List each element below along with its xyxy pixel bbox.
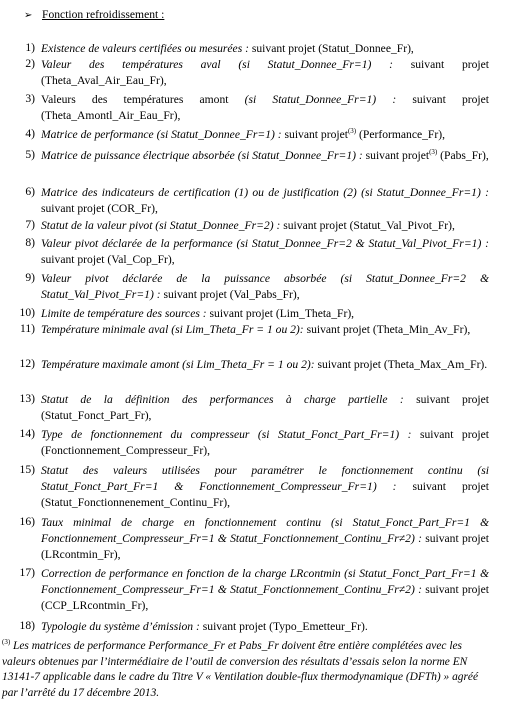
list-item-italic-text: Température minimale aval (si Lim_Theta_Fr = 1 ou 2): [41,323,304,336]
section-heading-text: Fonction refroidissement : [42,8,165,21]
list-item-plain-text: suivant projet (Val_Cop_Fr), [41,253,175,266]
list-item-italic-text: (si Statut_Donnee_Fr=1) : [244,93,397,106]
list-item-plain-text: (Performance_Fr), [356,128,445,141]
section-heading [24,8,164,21]
list-item-number: 8) [25,236,35,249]
list-item-number: 5) [25,148,35,161]
list-item-plain-text: suivant projet (Fonctionnement_Compresseur_Fr), [41,428,489,457]
list-item-number: 11) [19,322,35,335]
list-item-text [41,148,489,164]
list-item-number: 17) [19,566,35,579]
list-item-plain-text: suivant projet (COR_Fr), [41,202,158,215]
list-item-plain-text: suivant projet (Val_Pabs_Fr), [160,288,300,301]
list-item-text [41,271,489,303]
list-item-text [41,427,489,459]
list-item-text [41,566,489,614]
list-item-plain-text: suivant projet [362,149,430,162]
arrow-bullet-icon: ➢ [24,10,33,21]
list-item-italic-text: Correction de performance en fonction de la charge LRcontmin (si Statut_Fonct_Part_Fr=1 & Fonctionnement_Compresseur_Fr=1 & Statut_Fonctionnement_Continu_Fr≠2) : [41,567,489,596]
list-item-plain-text: suivant projet (Statut_Donnee_Fr), [248,42,414,55]
list-item-number: 3) [25,92,35,105]
list-item-plain-text: suivant projet (Typo_Emetteur_Fr). [199,620,368,633]
list-item-text [41,57,489,89]
list-item-text [41,185,489,217]
list-item-italic-text: Statut des valeurs utilisées pour paramétrer le fonctionnement continu (si Statut_Fonct_Part_Fr=1 & Fonctionnement_Compresseur_Fr=1) : [41,464,489,493]
list-item-text [41,463,489,511]
list-item-italic-text: Statut de la définition des performances à charge partielle : [41,393,404,406]
list-item-italic-text: Type de fonctionnement du compresseur (si Statut_Fonct_Part_Fr=1) : [41,428,412,441]
list-item-italic-text: Matrice des indicateurs de certification (1) ou de justification (2) (si Statut_Donnee_Fr=1) : [41,186,489,199]
list-item-italic-text: Typologie du système d’émission : [41,620,200,633]
footnote-reference: (3) [347,127,357,136]
list-item-italic-text: Statut de la valeur pivot (si Statut_Donnee_Fr=2) : [41,219,281,232]
footnote-marker: (3) [2,638,11,647]
list-item-text [41,236,489,268]
list-item-plain-text: suivant projet (Theta_Amontl_Air_Eau_Fr), [41,93,490,122]
list-item-number: 16) [19,515,35,528]
list-item-number: 7) [25,218,35,231]
list-item-text [41,392,489,424]
list-item-plain-text: suivant projet (CCP_LRcontmin_Fr), [41,583,489,612]
list-item-italic-text: Valeur des températures aval (si Statut_Donnee_Fr=1) : [41,58,394,71]
footnote-text: Les matrices de performance Performance_Fr et Pabs_Fr doivent être entière complétées avec les valeurs obtenues par l’intermédiaire de l’outil de conversion des résultats d’essais selon la norme EN 13141-7 applicable dans le cadre du Titre V « Ventilation double-flux thermodynamique (DFTh) » agréé par l’arrêté du 17 décembre 2013. [2,640,479,699]
footnote-reference: (3) [429,148,438,157]
list-item-plain-text: suivant projet (Statut_Fonctionnenement_Continu_Fr), [41,480,489,509]
list-item-italic-text: Valeur pivot déclarée de la performance (si Statut_Donnee_Fr=2 & Statut_Val_Pivot_Fr=1) : [41,237,489,250]
list-item-number: 13) [19,392,35,405]
list-item-plain-text: suivant projet (Theta_Aval_Air_Eau_Fr), [41,58,489,87]
list-item-text [41,515,489,563]
list-item-plain-text: suivant projet [281,128,348,141]
list-item-plain-text: suivant projet (Statut_Val_Pivot_Fr), [280,219,455,232]
list-item-italic-text: Valeur pivot déclarée de la puissance absorbée (si Statut_Donnee_Fr=2 & Statut_Val_Pivot_Fr=1) : [41,272,489,301]
list-item-number: 1) [25,41,35,54]
list-item-number: 2) [25,57,35,70]
list-item-plain-text: suivant projet (LRcontmin_Fr), [41,532,489,561]
list-item-text [41,619,489,635]
list-item-text [41,218,489,234]
list-item-italic-text: Température maximale amont (si Lim_Theta_Fr = 1 ou 2): [41,358,315,371]
list-item-plain-text: Valeurs des températures amont [41,93,245,106]
list-item-number: 14) [19,427,35,440]
list-item-text [41,322,489,338]
list-item-number: 10) [19,306,35,319]
list-item-text [41,357,489,373]
list-item-number: 12) [19,357,35,370]
list-item-italic-text: Existence de valeurs certifiées ou mesurées : [41,42,249,55]
list-item-italic-text: Taux minimal de charge en fonctionnement continu (si Statut_Fonct_Part_Fr=1 & Fonctionnement_Compresseur_Fr=1 & Statut_Fonctionnement_Continu_Fr≠2) : [41,516,489,545]
footnote [2,639,489,701]
list-item-plain-text: (Pabs_Fr), [437,149,489,162]
list-item-plain-text: suivant projet (Theta_Min_Av_Fr), [303,323,471,336]
list-item-number: 4) [25,127,35,140]
list-item-italic-text: Limite de température des sources : [41,307,207,320]
list-item-number: 18) [19,619,35,632]
list-item-text [41,306,489,322]
list-item-italic-text: Matrice de performance (si Statut_Donnee_Fr=1) : [41,128,282,141]
list-item-number: 6) [25,185,35,198]
list-item-italic-text: Matrice de puissance électrique absorbée (si Statut_Donnee_Fr=1) : [41,149,363,162]
list-item-plain-text: suivant projet (Lim_Theta_Fr), [206,307,355,320]
list-item-text [41,41,489,57]
list-item-plain-text: suivant projet (Statut_Fonct_Part_Fr), [41,393,489,422]
list-item-number: 9) [25,271,35,284]
list-item-number: 15) [19,463,35,476]
list-item-plain-text: suivant projet (Theta_Max_Am_Fr). [314,358,488,371]
list-item-text [41,92,489,124]
list-item-text [41,127,489,143]
